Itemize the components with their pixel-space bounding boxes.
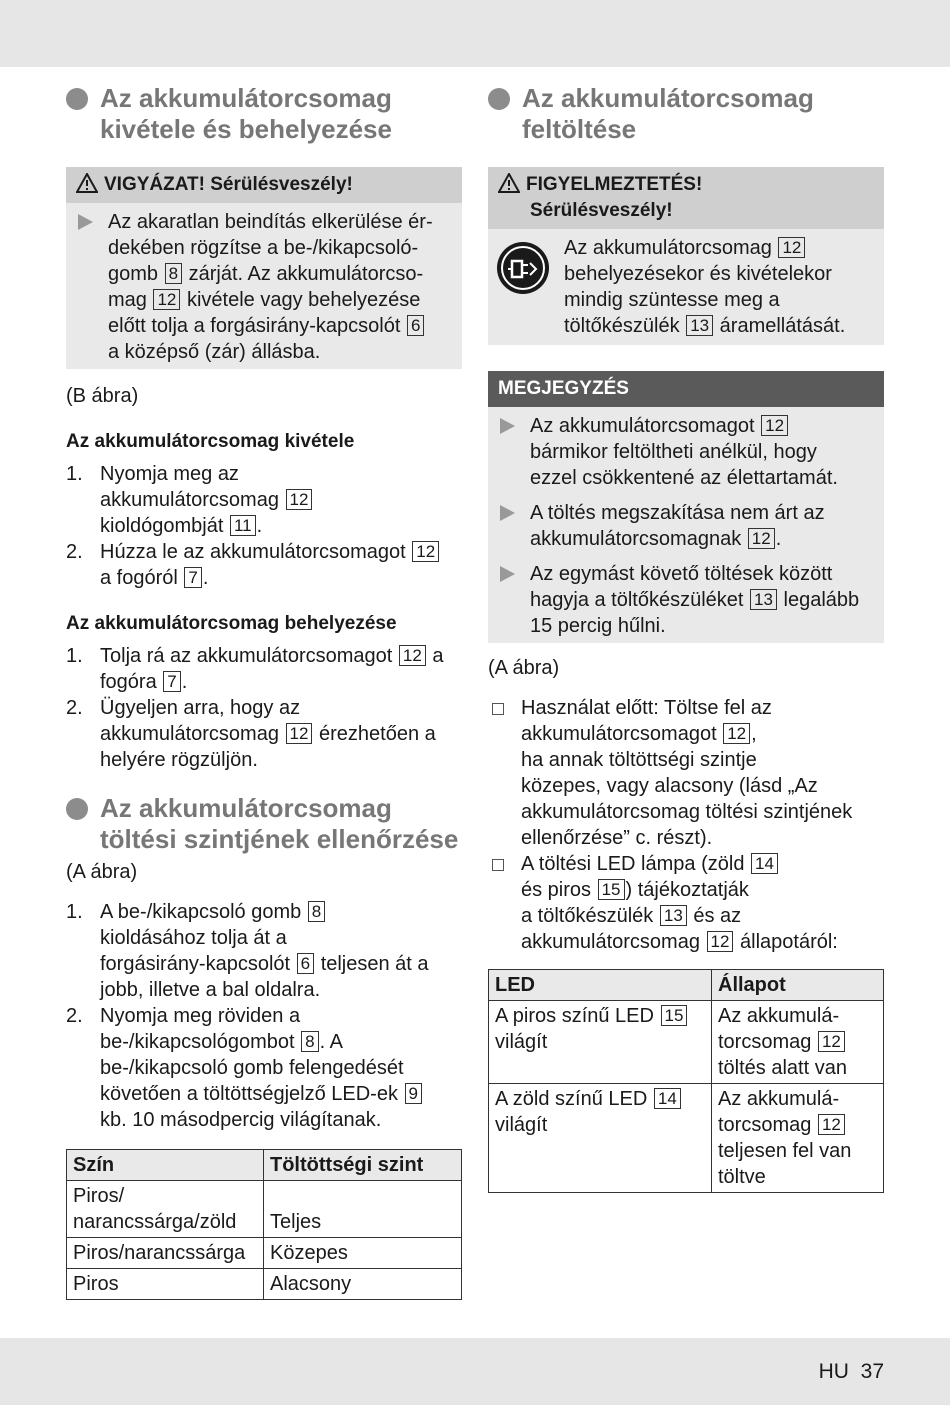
arrow-icon bbox=[78, 214, 93, 230]
table-cell: Piros/ narancssárga/zöld bbox=[67, 1181, 264, 1238]
table-header-row bbox=[489, 970, 884, 1001]
table-cell: A zöld színű LED 14 világít bbox=[489, 1084, 712, 1193]
bullet-dot-icon bbox=[488, 88, 510, 110]
table-header-row bbox=[67, 1150, 462, 1181]
note-heading: MEGJEGYZÉS bbox=[488, 371, 884, 407]
table-cell: Teljes bbox=[264, 1181, 462, 1238]
ref-number: 8 bbox=[165, 263, 182, 284]
square-bullet-icon bbox=[492, 859, 504, 871]
warning-box bbox=[66, 167, 462, 369]
ref-number: 6 bbox=[297, 953, 314, 974]
charge-level-table bbox=[66, 1149, 462, 1300]
list-item: 2. Nyomja meg röviden a be-/kikapcsológombot 8 . A be-/kikapcsoló gomb felengedését követően a töltöttségjelző LED-ek 9 kb. 10 másodpercig világítanak. bbox=[66, 1003, 462, 1133]
warning-heading: VIGYÁZAT! Sérülésveszély! bbox=[66, 167, 462, 203]
ref-number: 14 bbox=[751, 853, 778, 874]
ref-number: 11 bbox=[230, 515, 256, 536]
warning-triangle-icon bbox=[498, 173, 520, 193]
figure-reference: (A ábra) bbox=[66, 861, 138, 883]
table-header: LED bbox=[489, 970, 712, 1001]
arrow-icon bbox=[500, 566, 515, 582]
ref-number: 12 bbox=[778, 237, 805, 258]
table-row bbox=[67, 1181, 462, 1238]
table-row bbox=[67, 1238, 462, 1269]
ref-number: 14 bbox=[654, 1088, 681, 1109]
list-item: A töltési LED lámpa (zöld 14 és piros 15 ) tájékoztatják a töltőkészülék 13 és az akkumulátorcsomag 12 állapotáról: bbox=[488, 851, 884, 955]
arrow-icon bbox=[500, 505, 515, 521]
warning-heading: FIGYELMEZTETÉS! Sérülésveszély! bbox=[488, 167, 884, 229]
ref-number: 9 bbox=[405, 1083, 422, 1104]
warning-box bbox=[488, 167, 884, 345]
list-item: Használat előtt: Töltse fel az akkumulátorcsomagot 12 , ha annak töltöttségi szintje közepes, vagy alacsony (lásd „Az akkumulátorcsomag töltési szintjének ellenőrzése” c. részt). bbox=[488, 695, 884, 851]
ref-number: 13 bbox=[750, 589, 777, 610]
ref-number: 12 bbox=[748, 528, 775, 549]
ref-number: 12 bbox=[818, 1031, 845, 1052]
figure-reference: (A ábra) bbox=[488, 657, 560, 679]
ref-number: 13 bbox=[686, 315, 713, 336]
ref-number: 12 bbox=[761, 415, 788, 436]
ref-number: 12 bbox=[707, 931, 734, 952]
list-item: 1. A be-/kikapcsoló gomb 8 kioldásához tolja át a forgásirány-kapcsolót 6 teljesen át a jobb, illetve a bal oldalra. bbox=[66, 901, 429, 1001]
note-item: Az akkumulátorcsomagot 12 bármikor feltöltheti anélkül, hogy ezzel csökkentené az élettartamát. bbox=[488, 407, 884, 491]
unplug-icon bbox=[496, 241, 550, 295]
warning-text: Az akkumulátorcsomag 12 behelyezésekor és kivételekor mindig szüntesse meg a töltőkészülék 13 áramellátását. bbox=[488, 229, 884, 339]
ref-number: 8 bbox=[308, 901, 325, 922]
list-item: 2. Ügyeljen arra, hogy az akkumulátorcsomag 12 érezhetően a helyére rögzüljön. bbox=[66, 697, 436, 771]
warning-triangle-icon bbox=[76, 173, 98, 193]
square-bullet-icon bbox=[492, 703, 504, 715]
page-number: HU 37 bbox=[818, 1360, 884, 1383]
ref-number: 12 bbox=[286, 489, 313, 510]
table-cell: Piros bbox=[67, 1269, 264, 1300]
table-header: Állapot bbox=[712, 970, 884, 1001]
ref-number: 7 bbox=[163, 671, 180, 692]
ref-number: 12 bbox=[412, 541, 439, 562]
note-item: A töltés megszakítása nem árt az akkumulátorcsomagnak 12 . bbox=[488, 500, 884, 552]
left-column bbox=[66, 80, 462, 1300]
list-item: 1. Tolja rá az akkumulátorcsomagot 12 a fogóra 7 . bbox=[66, 645, 444, 693]
table-cell: Piros/narancssárga bbox=[67, 1238, 264, 1269]
arrow-icon bbox=[500, 418, 515, 434]
insert-steps bbox=[66, 643, 462, 773]
ref-number: 12 bbox=[818, 1114, 845, 1135]
subheading-remove: Az akkumulátorcsomag kivétele bbox=[66, 431, 355, 452]
table-row bbox=[489, 1084, 884, 1193]
ref-number: 6 bbox=[407, 315, 424, 336]
bullet-dot-icon bbox=[66, 798, 88, 820]
note-item: Az egymást követő töltések között hagyja a töltőkészüléket 13 legalább 15 percig hűlni. bbox=[488, 561, 884, 639]
warning-text: Az akaratlan beindítás elkerülése ér- dekében rögzítse a be-/kikapcsoló- gomb 8 zárját. Az akkumulátorcso- mag 12 kivétele vagy behelyezése előtt tolja a forgásirány-kapcsolót 6 a középső (zár) állásba. bbox=[66, 203, 462, 365]
table-cell: A piros színű LED 15 világít bbox=[489, 1001, 712, 1084]
list-item: 2. Húzza le az akkumulátorcsomagot 12 a fogóról 7 . bbox=[66, 539, 462, 591]
bullet-dot-icon bbox=[66, 88, 88, 110]
ref-number: 13 bbox=[660, 905, 687, 926]
table-cell: Az akkumulá- torcsomag 12 töltés alatt van bbox=[712, 1001, 884, 1084]
top-bar bbox=[0, 0, 950, 67]
ref-number: 12 bbox=[723, 723, 750, 744]
figure-reference: (B ábra) bbox=[66, 385, 139, 407]
section-title-remove-insert: Az akkumulátorcsomag kivétele és behelyezése bbox=[66, 83, 462, 145]
table-row bbox=[67, 1269, 462, 1300]
list-item: 1. Nyomja meg az akkumulátorcsomag 12 kioldógombját 11 . bbox=[66, 461, 462, 539]
ref-number: 8 bbox=[301, 1031, 318, 1052]
remove-steps bbox=[66, 461, 462, 591]
ref-number: 12 bbox=[286, 723, 313, 744]
table-cell: Az akkumulá- torcsomag 12 teljesen fel van töltve bbox=[712, 1084, 884, 1193]
ref-number: 15 bbox=[598, 879, 625, 900]
table-cell: Alacsony bbox=[264, 1269, 462, 1300]
note-box bbox=[488, 371, 884, 643]
section-title-charging: Az akkumulátorcsomag feltöltése bbox=[488, 83, 884, 145]
section-title-check-level: Az akkumulátorcsomag töltési szintjének ellenőrzése bbox=[66, 793, 462, 855]
ref-number: 12 bbox=[153, 289, 180, 310]
right-column bbox=[488, 80, 884, 1193]
check-steps bbox=[66, 899, 462, 1133]
ref-number: 12 bbox=[399, 645, 426, 666]
table-header: Töltöttségi szint bbox=[264, 1150, 462, 1181]
table-row bbox=[489, 1001, 884, 1084]
footer-bar bbox=[0, 1338, 950, 1405]
table-header: Szín bbox=[67, 1150, 264, 1181]
ref-number: 15 bbox=[661, 1005, 688, 1026]
subheading-insert: Az akkumulátorcsomag behelyezése bbox=[66, 613, 397, 634]
table-cell: Közepes bbox=[264, 1238, 462, 1269]
led-status-table bbox=[488, 969, 884, 1193]
ref-number: 7 bbox=[184, 567, 201, 588]
